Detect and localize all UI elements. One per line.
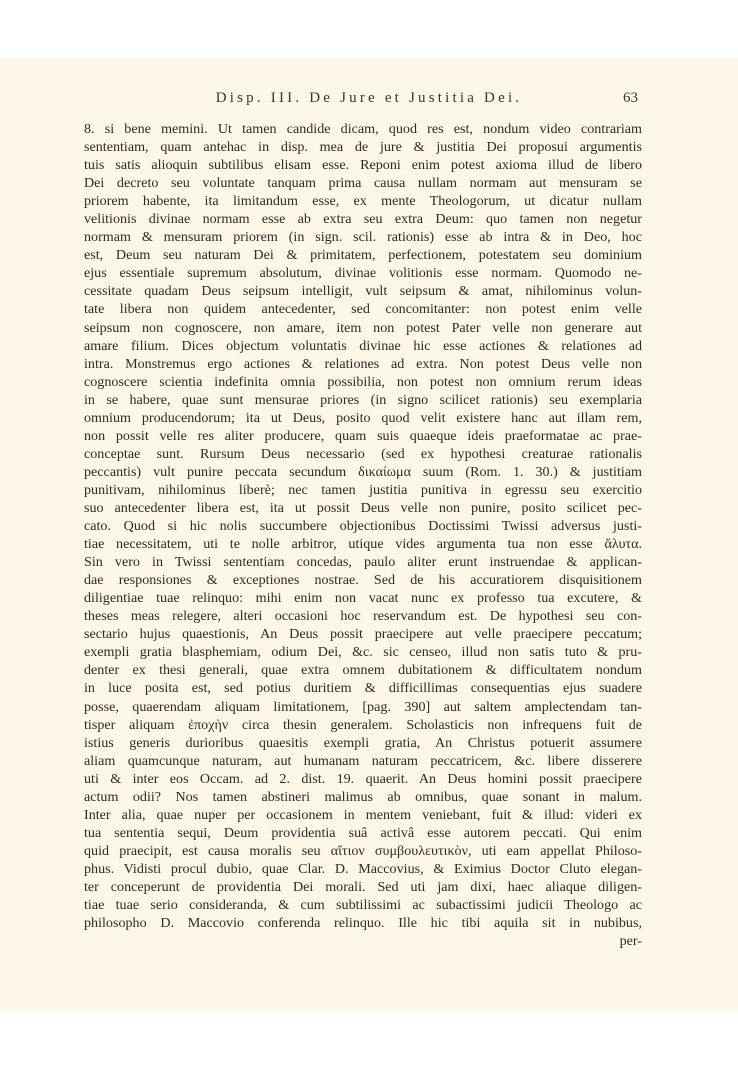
text-line: quid praecipit, est causa moralis seu αἴτιον συμβουλευτικὸν, uti eam appellat Philoso- — [84, 842, 642, 859]
text-line: phus. Vidisti procul dubio, quae Clar. D. Maccovius, & Eximius Doctor Cluto elegan- — [84, 860, 642, 877]
text-line: tisper aliquam ἐποχὴν circa thesin generalem. Scholasticis non infrequens fuit de — [84, 716, 642, 733]
text-line: tiae necessitatem, uti te nolle arbitror, utique vides argumenta tua non esse ἄλυτα. — [84, 536, 642, 553]
text-line: uti & inter eos Occam. ad 2. dist. 19. quaerit. An Deus homini possit praecipere — [84, 770, 642, 787]
text-line: suo antecedenter libera est, ita ut possit Deus velle non punire, posito scilicet pec- — [84, 499, 642, 516]
text-line: dae responsiones & exceptiones nostrae. Sed de his accuratiorem disquisitionem — [84, 572, 642, 589]
text-line: omnium producendorum; ita ut Deus, posito quod velit existere hanc aut illam rem, — [84, 409, 642, 426]
catchword: per- — [619, 933, 642, 950]
text-line: velitionis divinae normam esse ab extra seu extra Deum: quo tamen non negetur — [84, 211, 642, 228]
text-line: tiae tuae serio consideranda, & cum subtilissimi ac subactissimi judicii Theologo ac — [84, 897, 642, 914]
text-line: Dei decreto seu voluntate tanquam prima causa nullam normam aut mensuram se — [84, 175, 642, 192]
text-line: istius generis durioribus quaesitis exempli gratia, An Christus potuerit assumere — [84, 734, 642, 751]
text-line: cessitate quadam Deus seipsum intelligit, vult seipsum & amat, nihilominus volun- — [84, 283, 642, 300]
text-line: in se habere, quae sunt mensurae priores (in signo scilicet rationis) seu exemplaria — [84, 391, 642, 408]
text-line: seipsum non cognoscere, non amare, item non potest Pater velle non generare aut — [84, 319, 642, 336]
text-line: theses meas relegere, alteri occasioni hoc reservandum est. De hypothesi seu con- — [84, 608, 642, 625]
text-line: aliam quamcunque naturam, aut humanam naturam peccatricem, &c. libere disserere — [84, 752, 642, 769]
text-line: ejus essentiale supremum absolutum, divinae volitionis esse normam. Quomodo ne- — [84, 265, 642, 282]
text-line: sectario hujus quaestionis, An Deus possit praecipere aut velle praecipere peccatum; — [84, 626, 642, 643]
text-line: ter conceperunt de providentia Dei morali. Sed uti jam dixi, haec aliaque diligen- — [84, 878, 642, 895]
text-line: Inter alia, quae nuper per occasionem in mentem veniebant, fuit & illud: videri ex — [84, 806, 642, 823]
text-line: diligentiae tuae relinquo: mihi enim non vacat nunc ex professo tua excutere, & — [84, 590, 642, 607]
text-line: 8. si bene memini. Ut tamen candide dicam, quod res est, nondum video contrariam — [84, 121, 642, 137]
text-line: normam & mensuram priorem (in sign. scil. rationis) esse ab intra & in Deo, hoc — [84, 229, 642, 246]
text-line: cato. Quod si hic nolis succumbere objectionibus Doctissimi Twissi adversus justi- — [84, 518, 642, 535]
text-line: non possit velle res aliter producere, quam suis quaeque ideis praeformatae ac prae- — [84, 427, 642, 444]
body-text — [84, 120, 642, 950]
running-title: Disp. III. De Jure et Justitia Dei. — [215, 90, 523, 106]
text-line: punitivam, nihilominus liberè; nec tamen justitia punitiva in egressu seu exercitio — [84, 481, 642, 498]
text-line: tuis satis alioquin subtilibus elisam esse. Reponi enim potest axioma illud de libero — [84, 157, 642, 174]
text-line: in luce posita est, sed potius duritiem & difficillimas consequentias ejus suadere — [84, 680, 642, 697]
text-line: sententiam, quam antehac in disp. mea de jure & justitia Dei proposui argumentis — [84, 139, 642, 156]
text-line: conceptae sunt. Rursum Deus necessario (sed ex hypothesi creaturae rationalis — [84, 445, 642, 462]
text-line: posse, quaerendam aliquam limitationem, [pag. 390] aut saltem amplectendam tan- — [84, 698, 642, 715]
text-line: exempli gratia blasphemiam, odium Dei, &c. sic censeo, illud non satis tuto & pru- — [84, 644, 642, 661]
text-line: intra. Monstremus ergo actiones & relationes ad extra. Non potest Deus velle non — [84, 355, 642, 372]
text-line: actum odii? Nos tamen abstineri malimus ab omnibus, quae sonant in malum. — [84, 788, 642, 805]
text-line: tua sententia sequi, Deum providentia suâ activâ esse autorem peccati. Qui enim — [84, 824, 642, 841]
text-line: est, Deum seu naturam Dei & primitatem, perfectionem, potestatem seu dominium — [84, 247, 642, 264]
text-line: priorem habente, ita limitandum esse, ex mente Theologorum, ut dicatur nullam — [84, 193, 642, 210]
text-line: philosopho D. Maccovio conferenda relinquo. Ille hic tibi aquila sit in nubibus, — [84, 915, 642, 932]
text-line: denter ex thesi generali, quae extra omnem dubitationem & difficultatem nondum — [84, 662, 642, 679]
book-page — [0, 58, 738, 1012]
running-head — [0, 90, 738, 112]
text-line: amare filium. Dices objectum voluntatis divinae hic esse actiones & relationes ad — [84, 337, 642, 354]
text-line: peccantis) vult punire peccata secundum δικαίωμα suum (Rom. 1. 30.) & justitiam — [84, 463, 642, 480]
page-number: 63 — [623, 90, 638, 106]
text-line: Sin vero in Twissi sententiam concedas, paulo aliter erunt instruendae & applican- — [84, 554, 642, 571]
text-line: cognoscere scientia indefinita omnia possibilia, non potest non omnium rerum ideas — [84, 373, 642, 390]
text-line: tate libera non quidem antecedenter, sed concomitanter: non potest enim velle — [84, 301, 642, 318]
